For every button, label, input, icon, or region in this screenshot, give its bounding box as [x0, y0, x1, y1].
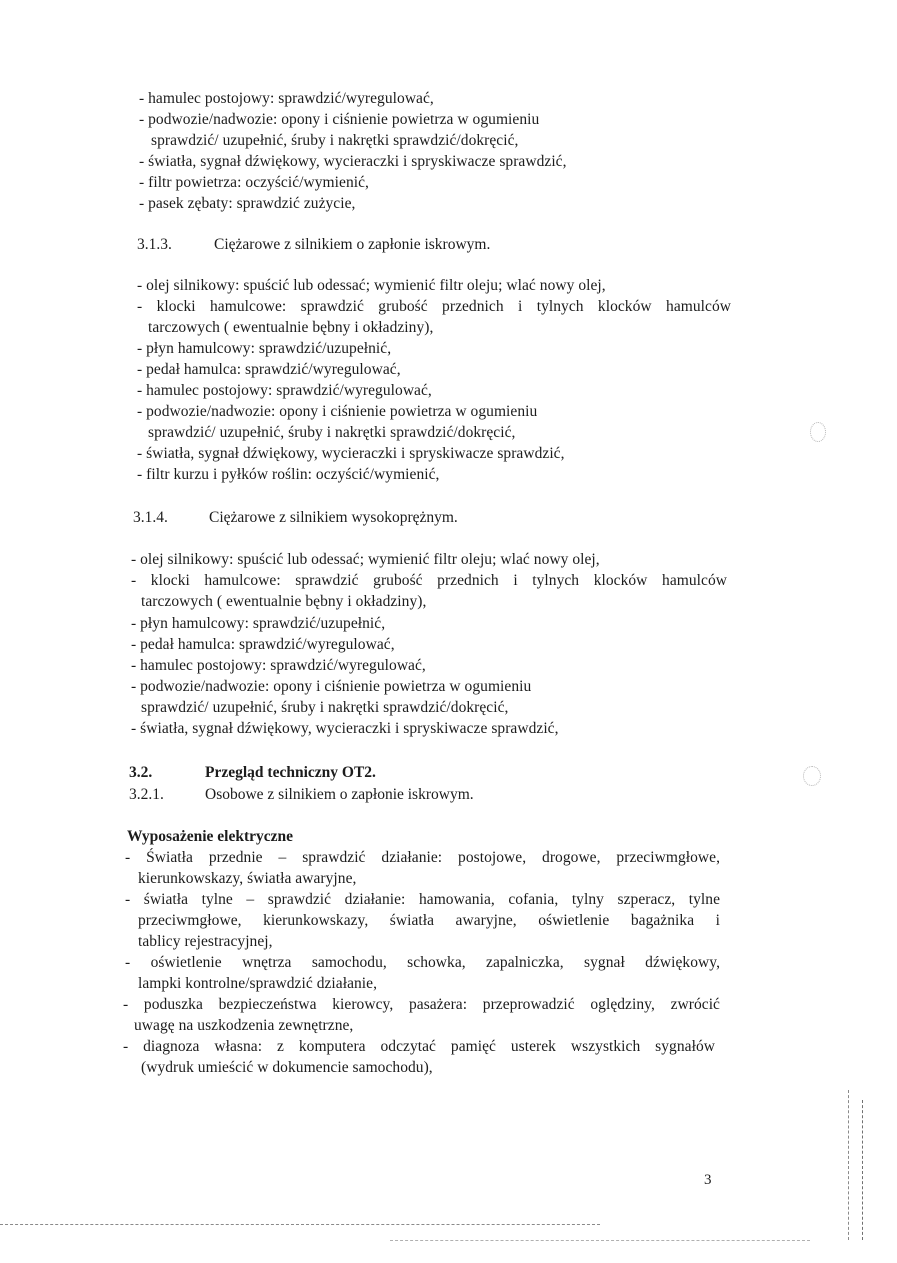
- list-item-continuation: lampki kontrolne/sprawdzić działanie,: [138, 975, 378, 992]
- section-number: 3.1.3.: [137, 236, 172, 253]
- list-item-continuation: tarczowych ( ewentualnie bębny i okładziny),: [148, 319, 434, 336]
- list-item: - światła, sygnał dźwiękowy, wycieraczki i spryskiwacze sprawdzić,: [139, 153, 567, 170]
- list-item-continuation: tablicy rejestracyjnej,: [138, 933, 273, 950]
- list-item: - hamulec postojowy: sprawdzić/wyregulować,: [131, 657, 426, 674]
- electrical-heading: Wyposażenie elektryczne: [127, 828, 294, 845]
- list-item: - olej silnikowy: spuścić lub odessać; wymienić filtr oleju; wlać nowy olej,: [131, 551, 600, 568]
- list-item: - filtr kurzu i pyłków roślin: oczyścić/wymienić,: [137, 466, 440, 483]
- scan-speck: [803, 766, 821, 786]
- list-item: - hamulec postojowy: sprawdzić/wyregulować,: [139, 90, 434, 107]
- list-item: - płyn hamulcowy: sprawdzić/uzupełnić,: [137, 340, 392, 357]
- scan-edge-line: [862, 1100, 863, 1240]
- scan-speck: [810, 422, 826, 442]
- list-item: - filtr powietrza: oczyścić/wymienić,: [139, 174, 369, 191]
- list-item: - płyn hamulcowy: sprawdzić/uzupełnić,: [131, 615, 386, 632]
- list-item: - pedał hamulca: sprawdzić/wyregulować,: [137, 361, 401, 378]
- section-number: 3.1.4.: [133, 509, 168, 526]
- list-item-continuation: przeciwmgłowe, kierunkowskazy, światła awaryjne, oświetlenie bagażnika i: [138, 912, 720, 929]
- scan-edge-line: [848, 1090, 849, 1240]
- section-title: Ciężarowe z silnikiem o zapłonie iskrowym.: [214, 236, 491, 253]
- list-item: - pedał hamulca: sprawdzić/wyregulować,: [131, 636, 395, 653]
- list-item-continuation: sprawdzić/ uzupełnić, śruby i nakrętki sprawdzić/dokręcić,: [148, 424, 516, 441]
- list-item: - podwozie/nadwozie: opony i ciśnienie powietrza w ogumieniu: [139, 111, 540, 128]
- section-number: 3.2.: [129, 764, 153, 781]
- list-item-continuation: (wydruk umieścić w dokumencie samochodu),: [141, 1059, 433, 1076]
- list-item-continuation: uwagę na uszkodzenia zewnętrzne,: [134, 1017, 354, 1034]
- list-item: - klocki hamulcowe: sprawdzić grubość przednich i tylnych klocków hamulców: [131, 572, 727, 589]
- list-item-continuation: kierunkowskazy, światła awaryjne,: [138, 870, 357, 887]
- list-item: - oświetlenie wnętrza samochodu, schowka, zapalniczka, sygnał dźwiękowy,: [125, 954, 720, 971]
- list-item: - diagnoza własna: z komputera odczytać pamięć usterek wszystkich sygnałów: [123, 1038, 715, 1055]
- list-item: - pasek zębaty: sprawdzić zużycie,: [139, 195, 356, 212]
- list-item: - podwozie/nadwozie: opony i ciśnienie powietrza w ogumieniu: [137, 403, 538, 420]
- list-item: - olej silnikowy: spuścić lub odessać; wymienić filtr oleju; wlać nowy olej,: [137, 277, 606, 294]
- page-number: 3: [704, 1172, 712, 1188]
- scan-edge-line: [0, 1224, 600, 1225]
- list-item-continuation: sprawdzić/ uzupełnić, śruby i nakrętki sprawdzić/dokręcić,: [151, 132, 519, 149]
- list-item: - światła, sygnał dźwiękowy, wycieraczki i spryskiwacze sprawdzić,: [137, 445, 565, 462]
- list-item: - klocki hamulcowe: sprawdzić grubość przednich i tylnych klocków hamulców: [137, 298, 731, 315]
- list-item: - hamulec postojowy: sprawdzić/wyregulować,: [137, 382, 432, 399]
- section-title: Ciężarowe z silnikiem wysokoprężnym.: [209, 509, 458, 526]
- list-item: - Światła przednie – sprawdzić działanie: postojowe, drogowe, przeciwmgłowe,: [125, 849, 720, 866]
- list-item-continuation: tarczowych ( ewentualnie bębny i okładziny),: [141, 593, 427, 610]
- list-item: - podwozie/nadwozie: opony i ciśnienie powietrza w ogumieniu: [131, 678, 532, 695]
- section-title: Przegląd techniczny OT2.: [205, 764, 376, 781]
- list-item: - światła tylne – sprawdzić działanie: hamowania, cofania, tylny szperacz, tylne: [125, 891, 720, 908]
- list-item-continuation: sprawdzić/ uzupełnić, śruby i nakrętki sprawdzić/dokręcić,: [141, 699, 509, 716]
- subsection-number: 3.2.1.: [129, 786, 164, 803]
- list-item: - światła, sygnał dźwiękowy, wycieraczki i spryskiwacze sprawdzić,: [131, 720, 559, 737]
- subsection-title: Osobowe z silnikiem o zapłonie iskrowym.: [205, 786, 474, 803]
- scan-edge-line: [390, 1240, 810, 1241]
- list-item: - poduszka bezpieczeństwa kierowcy, pasażera: przeprowadzić oględziny, zwrócić: [123, 996, 720, 1013]
